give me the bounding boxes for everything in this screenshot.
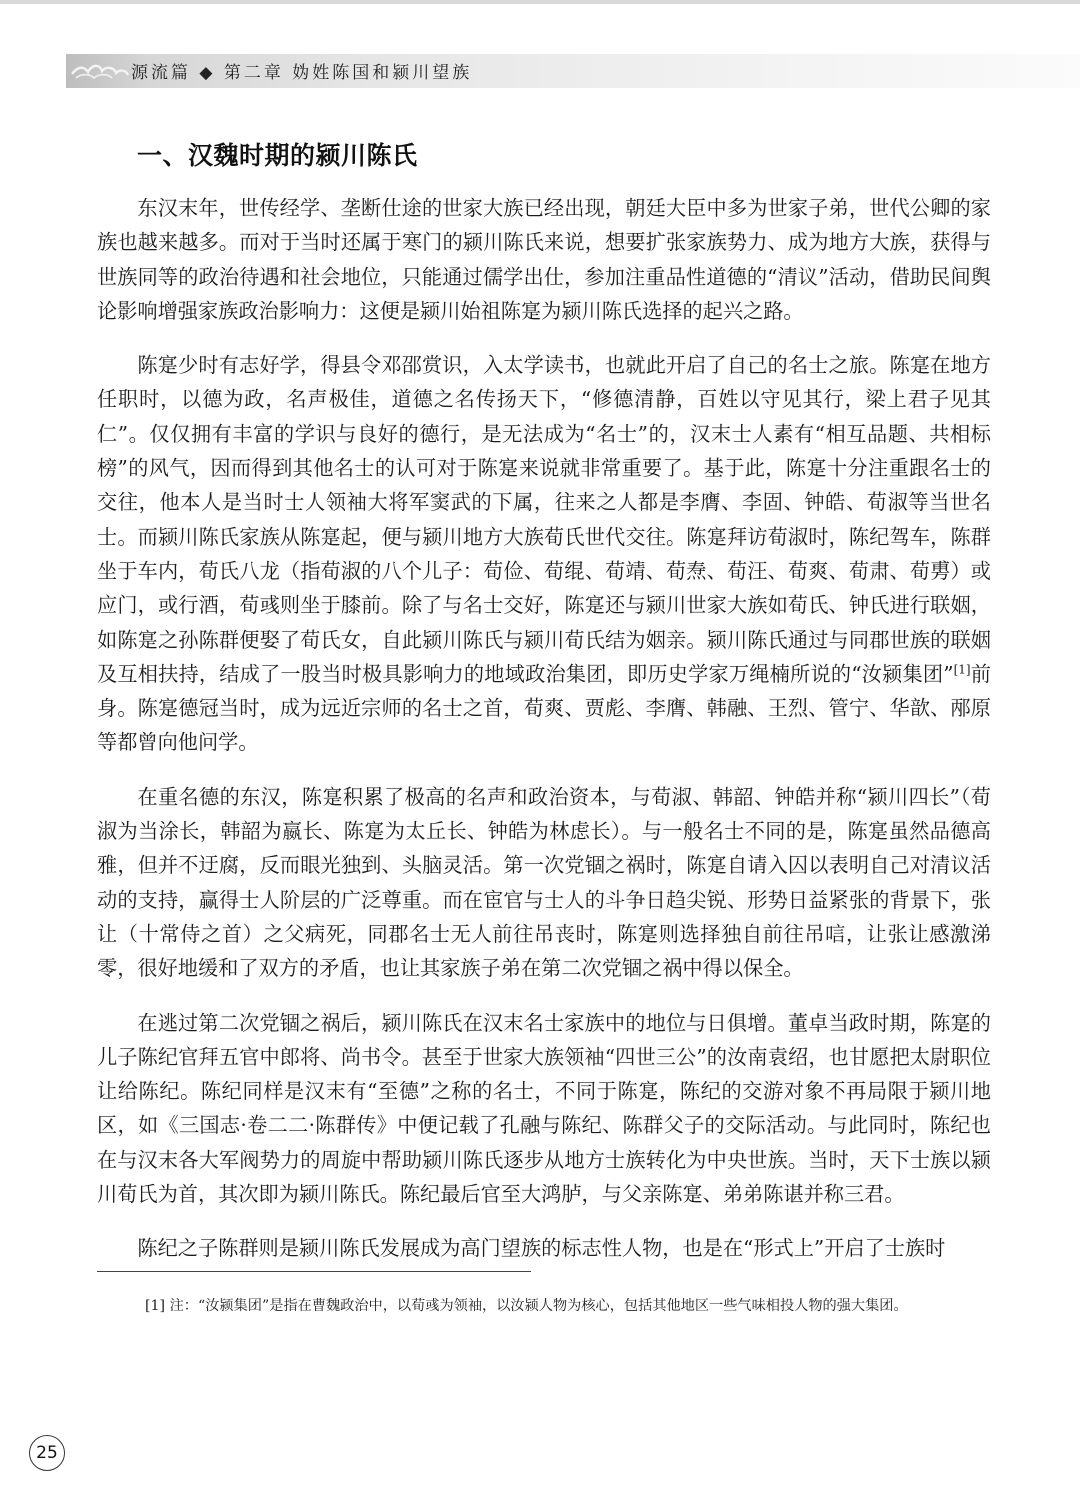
footnote-divider	[97, 1271, 531, 1272]
page-number: 25	[29, 1435, 65, 1471]
paragraph-3: 在重名德的东汉，陈寔积累了极高的名声和政治资本，与荀淑、韩韶、钟皓并称“颍川四长”（荀淑为当涂长，韩韶为嬴长、陈寔为太丘长、钟皓为林虑长）。与一般名士不同的是，陈寔虽然品德高雅，但并不迂腐，反而眼光独到、头脑灵活。第一次党锢之祸时，陈寔自请入囚以表明自己对清议活动的支持，赢得士人阶层的广泛尊重。而在宦官与士人的斗争日趋尖锐、形势日益紧张的背景下，张让（十常侍之首）之父病死，同郡名士无人前往吊丧时，陈寔则选择独自前往吊唁，让张让感激涕零，很好地缓和了双方的矛盾，也让其家族子弟在第二次党锢之祸中得以保全。	[97, 784, 991, 981]
footnote-reference-mark[interactable]: [1]	[953, 662, 971, 677]
paragraph-2-part-b: 前身。陈寔德冠当时，成为远近宗师的名士之首，荀爽、贾彪、李膺、韩融、王烈、管宁、华歆、邴原等都曾向他问学。	[97, 661, 991, 755]
paragraph-1: 东汉末年，世传经学、垄断仕途的世家大族已经出现，朝廷大臣中多为世家子弟，世代公卿的家族也越来越多。而对于当时还属于寒门的颍川陈氏来说，想要扩张家族势力、成为地方大族，获得与世族同等的政治待遇和社会地位，只能通过儒学出仕，参加注重品性道德的“清议”活动，借助民间舆论影响增强家族政治影响力：这便是颍川始祖陈寔为颍川陈氏选择的起兴之路。	[97, 196, 991, 323]
cloud-ornament-icon	[70, 60, 130, 82]
body-text	[97, 191, 991, 1286]
paragraph-2	[97, 348, 991, 760]
section-heading: 一、汉魏时期的颍川陈氏	[137, 141, 418, 170]
paragraph-2-part-a: 陈寔少时有志好学，得县令邓邵赏识，入太学读书，也就此开启了自己的名士之旅。陈寔在地方任职时，以德为政，名声极佳，道德之名传扬天下，“修德清静，百姓以守见其行，梁上君子见其仁”。仅仅拥有丰富的学识与良好的德行，是无法成为“名士”的，汉末士人素有“相互品题、共相标榜”的风气，因而得到其他名士的认可对于陈寔来说就非常重要了。基于此，陈寔十分注重跟名士的交往，他本人是当时士人领袖大将军窦武的下属，往来之人都是李膺、李固、钟皓、荀淑等当世名士。而颍川陈氏家族从陈寔起，便与颍川地方大族荀氏世代交往。陈寔拜访荀淑时，陈纪驾车，陈群坐于车内，荀氏八龙（指荀淑的八个儿子：荀俭、荀绲、荀靖、荀焘、荀汪、荀爽、荀肃、荀旉）或应门，或行酒，荀彧则坐于膝前。除了与名士交好，陈寔还与颍川世家大族如荀氏、钟氏进行联姻，如陈寔之孙陈群便娶了荀氏女，自此颍川陈氏与颍川荀氏结为姻亲。颍川陈氏通过与同郡世族的联姻及互相扶持，结成了一股当时极具影响力的地域政治集团，即历史学家万绳楠所说的“汝颍集团”	[97, 353, 991, 686]
paragraph-5: 陈纪之子陈群则是颍川陈氏发展成为高门望族的标志性人物，也是在“形式上”开启了士族时	[137, 1236, 946, 1261]
paragraph-4: 在逃过第二次党锢之祸后，颍川陈氏在汉末名士家族中的地位与日俱增。董卓当政时期，陈寔的儿子陈纪官拜五官中郎将、尚书令。甚至于世家大族领袖“四世三公”的汝南袁绍，也甘愿把太尉职位让给陈纪。陈纪同样是汉末有“至德”之称的名士，不同于陈寔，陈纪的交游对象不再局限于颍川地区，如《三国志·卷二二·陈群传》中便记载了孔融与陈纪、陈群父子的交际活动。与此同时，陈纪也在与汉末各大军阀势力的周旋中帮助颍川陈氏逐步从地方士族转化为中央世族。当时，天下士族以颍川荀氏为首，其次即为颍川陈氏。陈纪最后官至大鸿胪，与父亲陈寔、弟弟陈谌并称三君。	[97, 1010, 991, 1207]
footnote: [1] 注：“汝颍集团”是指在曹魏政治中，以荀彧为领袖，以汝颍人物为核心，包括其他地区一些气味相投人物的强大集团。	[145, 1298, 908, 1314]
top-edge-rule	[0, 0, 1080, 4]
running-head: 源流篇 ◆ 第二章 妫姓陈国和颍川望族	[131, 63, 473, 83]
